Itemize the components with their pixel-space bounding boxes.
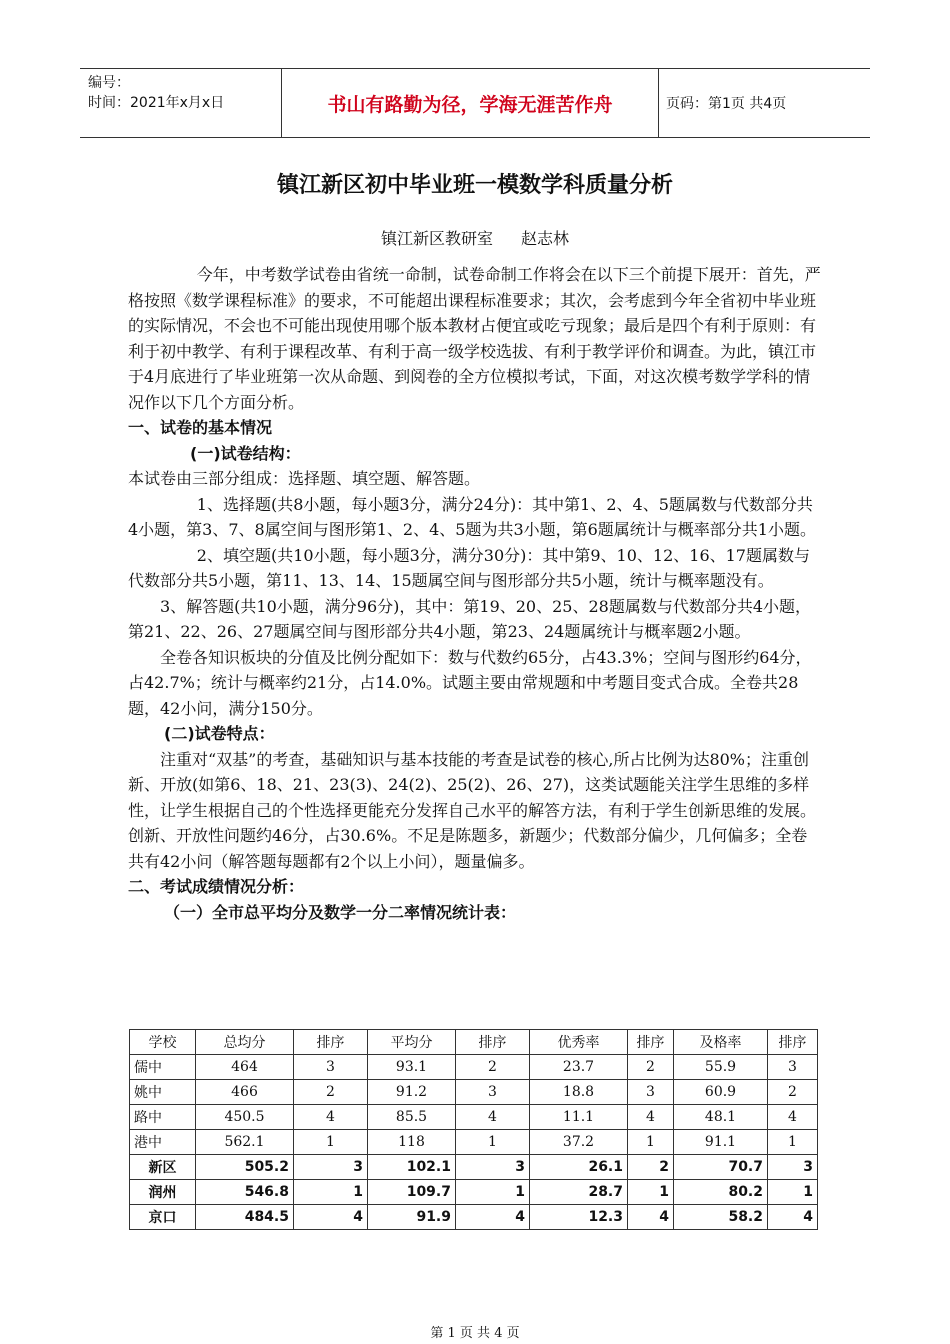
cell-school: 路中 <box>130 1105 196 1130</box>
structure-paragraph: 本试卷由三部分组成：选择题、填空题、解答题。 <box>128 469 481 488</box>
cell: 3 <box>628 1080 674 1105</box>
features-paragraph: 注重对“双基”的考查，基础知识与基本技能的考查是试卷的核心,所占比例为达80%；注重创新、开放(如第6、18、21、23(3)、24(2)、25(2)、26、27)，这类试题能关注学生思维的多样性，让学生根据自己的个性选择更能充分发挥自己水平的解答方法，有利于学生创新思维的发展。创新、开放性问题约46分，占30.6%。不足是陈题多，新题少；代数部分偏少，几何偏多；全卷共有42小问（解答题每题都有2个以上小问），题量偏多。 <box>128 749 817 871</box>
cell: 2 <box>768 1080 818 1105</box>
cell: 1 <box>768 1180 818 1205</box>
cell: 466 <box>196 1080 294 1105</box>
intro-paragraph: 今年，中考数学试卷由省统一命制，试卷命制工作将会在以下三个前提下展开：首先，严格按照《数学课程标准》的要求，不可能超出课程标准要求；其次，会考虑到今年全省初中毕业班的实际情况，不会也不可能出现使用哪个版本教材占便宜或吃亏现象；最后是四个有利于原则：有利于初中教学、有利于课程改革、有利于高一级学校选拔、有利于教学评价和调查。为此，镇江市于4月底进行了毕业班第一次从命题、到阅卷的全方位模拟考试，下面，对这次模考数学学科的情况作以下几个方面分析。 <box>128 265 821 412</box>
table-row <box>130 1105 818 1130</box>
structure-heading: (一)试卷结构： <box>190 443 301 463</box>
cell: 28.7 <box>530 1180 628 1205</box>
cell: 484.5 <box>196 1205 294 1230</box>
table-row <box>130 1080 818 1105</box>
cell: 3 <box>294 1155 368 1180</box>
cell: 3 <box>768 1055 818 1080</box>
table-header-row <box>130 1030 818 1055</box>
answer-questions-paragraph: 3、解答题(共10小题，满分96分)，其中：第19、20、25、28题属数与代数部分共4小题，第21、22、26、27题属空间与图形部分共4小题，第23、24题属统计与概率题2小题。 <box>128 596 812 641</box>
table-row <box>130 1055 818 1080</box>
cell: 85.5 <box>368 1105 456 1130</box>
cell: 26.1 <box>530 1155 628 1180</box>
table-row-district <box>130 1155 818 1180</box>
time-label: 时间：2021年x月x日 <box>88 95 225 111</box>
cell: 1 <box>628 1130 674 1155</box>
author-org: 镇江新区教研室 <box>380 229 493 248</box>
cell: 18.8 <box>530 1080 628 1105</box>
cell: 2 <box>628 1055 674 1080</box>
cell: 4 <box>628 1105 674 1130</box>
cell: 109.7 <box>368 1180 456 1205</box>
cell: 80.2 <box>674 1180 768 1205</box>
cell: 3 <box>456 1155 530 1180</box>
col-header-avg: 平均分 <box>368 1030 456 1055</box>
cell: 2 <box>628 1155 674 1180</box>
section-1-heading: 一、试卷的基本情况 <box>128 418 273 437</box>
col-header-rank: 排序 <box>456 1030 530 1055</box>
cell-school: 港中 <box>130 1130 196 1155</box>
cell: 4 <box>768 1205 818 1230</box>
cell: 70.7 <box>674 1155 768 1180</box>
cell-district: 润州 <box>130 1180 196 1205</box>
cell: 91.1 <box>674 1130 768 1155</box>
cell: 546.8 <box>196 1180 294 1205</box>
cell: 1 <box>456 1180 530 1205</box>
fill-questions-paragraph: 2、填空题(共10小题，每小题3分，满分30分)：其中第9、10、12、16、17题属数与代数部分共5小题，第11、13、14、15题属空间与图形部分共5小题，统计与概率题没有。 <box>128 545 810 590</box>
cell: 3 <box>294 1055 368 1080</box>
cell: 102.1 <box>368 1155 456 1180</box>
document-title: 镇江新区初中毕业班一模数学科质量分析 <box>276 173 673 198</box>
serial-label: 编号： <box>88 75 130 91</box>
author-name: 赵志林 <box>521 229 570 248</box>
cell: 60.9 <box>674 1080 768 1105</box>
cell: 91.9 <box>368 1205 456 1230</box>
table-row-district <box>130 1180 818 1205</box>
score-summary-paragraph: 全卷各知识板块的分值及比例分配如下：数与代数约65分，占43.3%；空间与图形约64分，占42.7%；统计与概率约21分，占14.0%。试题主要由常规题和中考题目变式合成。全卷共28题，42小问，满分150分。 <box>128 647 812 718</box>
section-2-heading: 二、考试成绩情况分析： <box>128 877 305 896</box>
cell: 4 <box>294 1105 368 1130</box>
cell: 3 <box>768 1155 818 1180</box>
cell: 12.3 <box>530 1205 628 1230</box>
header-motto: 书山有路勤为径，学海无涯苦作舟 <box>327 93 613 116</box>
cell: 1 <box>294 1180 368 1205</box>
author-line <box>0 226 950 249</box>
features-heading: (二)试卷特点： <box>164 724 275 743</box>
col-header-pass-rate: 及格率 <box>674 1030 768 1055</box>
cell: 1 <box>768 1130 818 1155</box>
cell: 1 <box>628 1180 674 1205</box>
cell: 4 <box>456 1205 530 1230</box>
table-caption: （一）全市总平均分及数学一分二率情况统计表： <box>164 902 517 922</box>
cell: 4 <box>294 1205 368 1230</box>
page-footer: 第 1 页 共 4 页 <box>430 1326 520 1341</box>
cell: 505.2 <box>196 1155 294 1180</box>
cell: 37.2 <box>530 1130 628 1155</box>
choice-questions-paragraph: 1、选择题(共8小题，每小题3分，满分24分)：其中第1、2、4、5题属数与代数部分共4小题，第3、7、8属空间与图形第1、2、4、5题为共3小题，第6题属统计与概率部分共1小题。 <box>128 494 816 539</box>
cell: 2 <box>456 1055 530 1080</box>
cell: 562.1 <box>196 1130 294 1155</box>
cell: 4 <box>768 1105 818 1130</box>
col-header-total-avg: 总均分 <box>196 1030 294 1055</box>
cell: 1 <box>294 1130 368 1155</box>
page-header <box>80 68 870 138</box>
cell: 58.2 <box>674 1205 768 1230</box>
cell: 3 <box>456 1080 530 1105</box>
document-body <box>128 262 822 925</box>
table-row-district <box>130 1205 818 1230</box>
cell: 118 <box>368 1130 456 1155</box>
cell: 48.1 <box>674 1105 768 1130</box>
col-header-rank: 排序 <box>628 1030 674 1055</box>
col-header-rank: 排序 <box>294 1030 368 1055</box>
cell-school: 姚中 <box>130 1080 196 1105</box>
cell: 4 <box>628 1205 674 1230</box>
cell: 93.1 <box>368 1055 456 1080</box>
col-header-school: 学校 <box>130 1030 196 1055</box>
table-row <box>130 1130 818 1155</box>
cell: 4 <box>456 1105 530 1130</box>
cell: 91.2 <box>368 1080 456 1105</box>
header-page-info: 页码：第1页 共4页 <box>666 96 787 112</box>
cell: 55.9 <box>674 1055 768 1080</box>
col-header-rank: 排序 <box>768 1030 818 1055</box>
col-header-excellent-rate: 优秀率 <box>530 1030 628 1055</box>
cell: 1 <box>456 1130 530 1155</box>
cell: 11.1 <box>530 1105 628 1130</box>
cell: 450.5 <box>196 1105 294 1130</box>
header-divider <box>658 69 659 137</box>
cell: 2 <box>294 1080 368 1105</box>
cell-district: 新区 <box>130 1155 196 1180</box>
cell-school: 儒中 <box>130 1055 196 1080</box>
cell: 23.7 <box>530 1055 628 1080</box>
cell: 464 <box>196 1055 294 1080</box>
score-table <box>129 1029 818 1230</box>
header-meta <box>88 73 224 113</box>
cell-district: 京口 <box>130 1205 196 1230</box>
